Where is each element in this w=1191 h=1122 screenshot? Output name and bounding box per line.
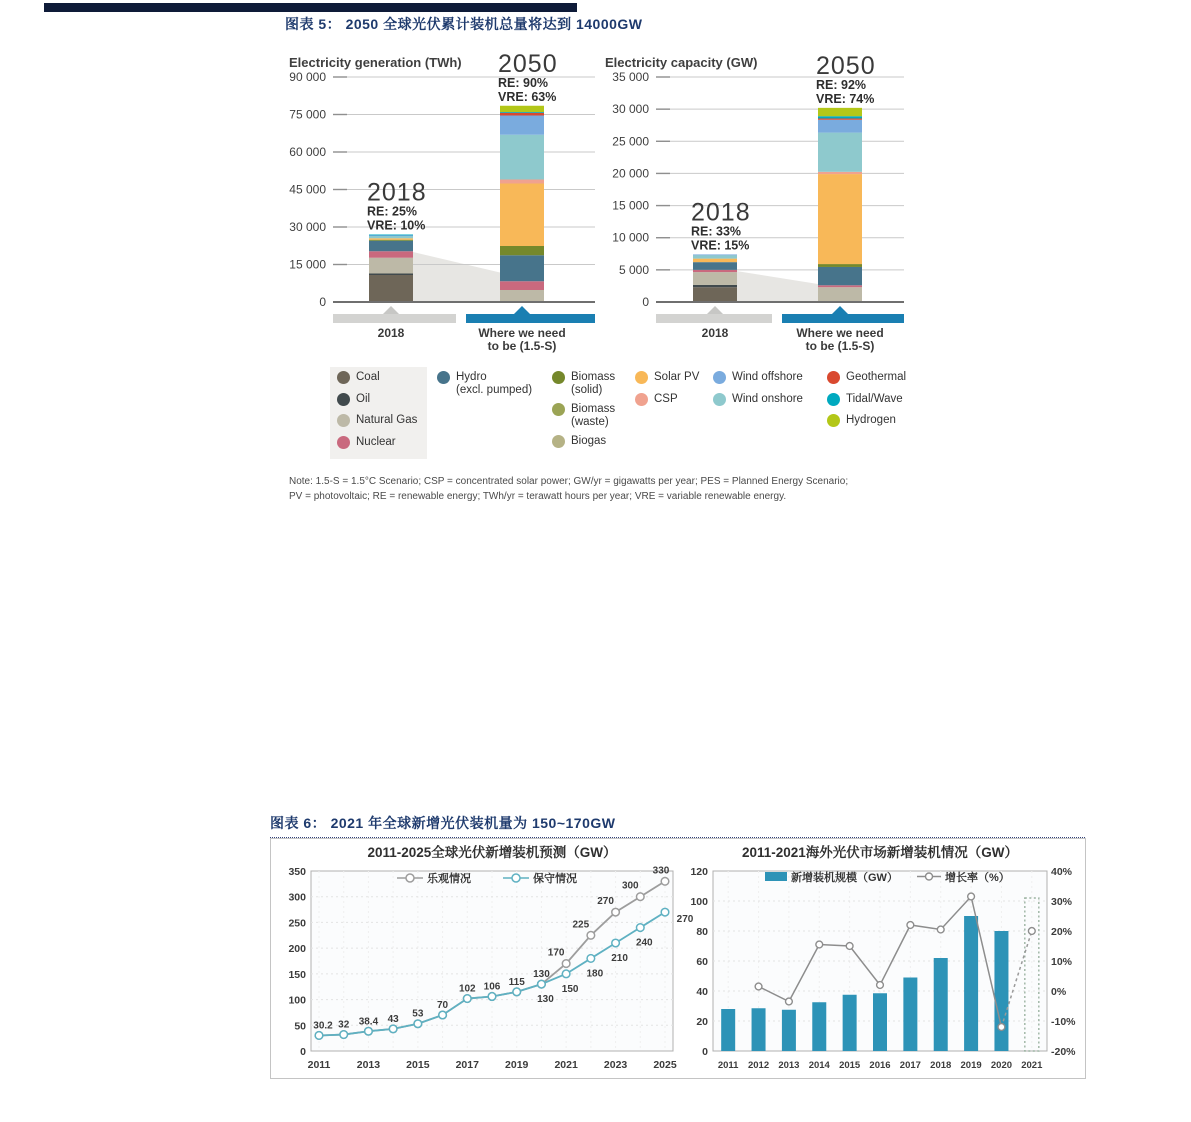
figure5-caption: 图表 5： 2050 全球光伏累计装机总量将达到 14000GW	[285, 14, 910, 39]
legend-swatch-biogas	[552, 435, 565, 448]
legend-swatch-geothermal	[827, 371, 840, 384]
legend-swatch-tidal-wave	[827, 393, 840, 406]
y-tick-label: 75 000	[289, 107, 326, 122]
x-tick-label: 2012	[747, 1060, 770, 1071]
data-point	[968, 893, 975, 900]
data-point	[439, 1011, 447, 1019]
x-tick-label: 2021	[1021, 1060, 1043, 1071]
y-tick-label: 90 000	[289, 70, 326, 84]
axis-bar-2018	[656, 314, 772, 323]
data-point	[937, 926, 944, 933]
category-label: 2018	[701, 326, 729, 340]
data-point	[907, 922, 914, 929]
legend-label: Nuclear	[356, 435, 396, 448]
x-tick-label: 2015	[406, 1059, 430, 1071]
data-label: 210	[611, 953, 628, 964]
y-tick-label: 25 000	[612, 134, 649, 149]
legend-bar-swatch	[765, 872, 787, 881]
data-point	[414, 1020, 422, 1028]
y-tick-label: 250	[288, 917, 306, 930]
stack-segment-wind-offshore	[693, 254, 737, 255]
stack-segment-solar-pv	[818, 174, 862, 264]
chart-title: Electricity capacity (GW)	[605, 55, 758, 70]
stack-segment-solar-pv	[500, 184, 544, 247]
data-point	[538, 980, 546, 988]
data-label: 270	[597, 896, 614, 908]
data-point	[786, 998, 793, 1005]
y2-tick-label: 20%	[1051, 926, 1073, 938]
data-point	[1028, 928, 1035, 935]
chart-title: Electricity generation (TWh)	[289, 55, 462, 70]
axis-bar-target	[782, 314, 904, 323]
bar	[934, 958, 948, 1051]
stack-segment-wind-onshore	[693, 255, 737, 259]
data-point	[661, 877, 669, 885]
data-label: 170	[547, 947, 565, 959]
legend-item	[713, 393, 803, 406]
legend-item	[437, 371, 532, 397]
legend-label: Biogas	[571, 435, 607, 447]
legend-marker	[926, 873, 933, 880]
legend-item	[337, 436, 396, 449]
x-tick-label: 2025	[653, 1059, 677, 1071]
stack-segment-coal	[693, 287, 737, 302]
x-tick-label: 2016	[869, 1060, 891, 1071]
legend-swatch-nuclear	[337, 436, 350, 449]
legend-item	[337, 371, 380, 384]
legend-label: Hydrogen	[846, 414, 896, 426]
legend-item	[552, 403, 615, 429]
stack-segment-nuclear	[818, 285, 862, 287]
data-label: 106	[483, 981, 501, 993]
vre-annotation: VRE: 10%	[367, 218, 426, 233]
data-point	[587, 955, 595, 963]
y-tick-label: 120	[690, 866, 708, 878]
y-tick-label: 15 000	[289, 257, 326, 272]
legend-label: Biomass (waste)	[571, 403, 616, 428]
legend-label: Geothermal	[846, 371, 907, 383]
legend-label: 新增装机规模（GW）	[791, 872, 898, 884]
y-tick-label: 60 000	[289, 145, 326, 159]
data-point	[340, 1031, 348, 1039]
legend-swatch-natural-gas	[337, 414, 350, 427]
y-tick-label: 35 000	[612, 70, 649, 84]
axis-bar-target	[466, 314, 595, 323]
stack-segment-nuclear	[369, 251, 413, 258]
figure5-panel	[285, 37, 910, 508]
figure6-panel	[270, 838, 1086, 1079]
axis-bar-marker	[832, 306, 848, 314]
axis-bar-marker	[707, 306, 723, 314]
y-tick-label: 150	[288, 968, 306, 981]
data-point	[755, 983, 762, 990]
legend-label: Oil	[356, 392, 371, 405]
bar	[903, 978, 917, 1052]
legend-swatch-wind-onshore	[713, 393, 726, 406]
legend-item	[552, 435, 606, 448]
axis-bar-marker	[514, 306, 530, 314]
stack-segment-biomass-solid-	[500, 246, 544, 255]
data-label: 300	[621, 880, 639, 892]
category-label: Where we need	[796, 326, 884, 340]
re-annotation: RE: 90%	[498, 75, 549, 90]
bar	[752, 1008, 766, 1051]
y-tick-label: 300	[288, 891, 306, 904]
data-label: 180	[586, 968, 604, 980]
data-point	[877, 982, 884, 989]
chart-title: 2011-2021海外光伏市场新增装机情况（GW）	[741, 845, 1019, 860]
y2-tick-label: 30%	[1051, 896, 1073, 908]
data-point	[612, 908, 620, 916]
stack-segment-biomass-solid-	[818, 264, 862, 267]
data-label: 30.2	[313, 1020, 333, 1032]
x-tick-label: 2018	[930, 1060, 952, 1071]
year-annotation: 2050	[498, 49, 558, 78]
vre-annotation: VRE: 63%	[498, 89, 557, 104]
legend-label: CSP	[654, 392, 678, 405]
legend-label: Coal	[356, 371, 380, 383]
data-label: 130	[537, 994, 554, 1006]
stack-segment-wind-onshore	[369, 236, 413, 238]
y-tick-label: 0	[319, 295, 326, 309]
data-point	[587, 931, 595, 939]
y-tick-label: 0	[300, 1046, 306, 1058]
y-tick-label: 30 000	[289, 220, 326, 234]
stack-segment-hydro-excl-pumped-	[693, 262, 737, 270]
legend-marker	[512, 874, 520, 882]
data-point	[562, 970, 570, 978]
stack-segment-hydro-excl-pumped-	[818, 267, 862, 285]
data-point	[389, 1025, 397, 1033]
legend-label: Hydro (excl. pumped)	[456, 371, 533, 396]
stack-segment-tidal-wave	[369, 235, 413, 236]
legend-label: 增长率（%）	[945, 872, 1010, 884]
data-label: 270	[676, 914, 694, 926]
legend-swatch-wind-offshore	[713, 371, 726, 384]
stack-segment-solar-pv	[693, 259, 737, 263]
data-label: 115	[508, 976, 525, 988]
data-label: 240	[635, 937, 653, 949]
bar	[964, 916, 978, 1051]
legend-swatch-hydrogen	[827, 414, 840, 427]
data-point	[315, 1032, 323, 1040]
data-label: 70	[437, 1000, 449, 1011]
year-annotation: 2050	[816, 51, 876, 80]
x-tick-label: 2011	[307, 1059, 331, 1071]
legend-swatch-oil	[337, 393, 350, 406]
axis-bar-marker	[383, 306, 399, 314]
y2-tick-label: 0%	[1051, 986, 1067, 998]
stack-segment-csp	[500, 180, 544, 184]
data-label: 102	[458, 983, 476, 995]
legend-label-line2: (waste)	[571, 416, 609, 428]
stack-segment-nuclear	[693, 270, 737, 272]
legend-item	[635, 371, 699, 384]
legend-label: Wind onshore	[732, 392, 803, 405]
category-label: 2018	[377, 326, 405, 340]
category-label: to be (1.5-S)	[805, 339, 875, 353]
re-annotation: RE: 33%	[691, 224, 742, 239]
y-tick-label: 10 000	[612, 230, 649, 245]
overseas-pv-chart	[676, 841, 1085, 1077]
stack-segment-oil	[693, 285, 737, 287]
transition-wedge	[413, 252, 500, 302]
y-tick-label: 40	[696, 986, 708, 998]
figure6-caption: 图表 6： 2021 年全球新增光伏装机量为 150~170GW	[270, 813, 1085, 838]
x-tick-label: 2015	[839, 1060, 861, 1071]
data-label: 225	[572, 919, 590, 931]
legend-swatch-solar-pv	[635, 371, 648, 384]
stack-segment-natural-gas	[500, 290, 544, 302]
bar	[873, 993, 887, 1051]
legend-label-line2: (solid)	[571, 384, 603, 396]
legend-swatch-biomass	[552, 403, 565, 416]
y-tick-label: 20 000	[612, 166, 649, 181]
category-label: Where we need	[478, 326, 566, 340]
x-tick-label: 2020	[990, 1060, 1013, 1071]
y-tick-label: 60	[696, 956, 708, 968]
bar	[843, 995, 857, 1051]
axis-bar-2018	[333, 314, 456, 323]
stack-segment-natural-gas	[369, 258, 413, 274]
vre-annotation: VRE: 74%	[816, 91, 875, 106]
re-annotation: RE: 92%	[816, 77, 867, 92]
note-line-1: Note: 1.5-S = 1.5°C Scenario; CSP = concentrated solar power; GW/yr = gigawatts per year; PES = Planned Energy Scenario;	[289, 476, 849, 487]
data-label: 150	[561, 983, 579, 995]
data-point	[636, 924, 644, 932]
legend-item	[713, 371, 803, 384]
legend-item	[827, 393, 903, 406]
data-point	[463, 995, 471, 1003]
figure5-note	[289, 474, 848, 504]
data-label: 130	[533, 969, 550, 981]
year-annotation: 2018	[691, 198, 751, 227]
data-label: 32	[338, 1019, 350, 1031]
data-point	[562, 960, 570, 968]
y-tick-label: 15 000	[612, 198, 649, 213]
stack-segment-oil	[369, 274, 413, 276]
chart-title: 2011-2025全球光伏新增装机预测（GW）	[367, 845, 617, 860]
y-tick-label: 0	[642, 295, 649, 309]
data-point	[846, 943, 853, 950]
transition-wedge	[737, 271, 818, 302]
data-point	[513, 988, 521, 996]
stack-segment-hydro-excl-pumped-	[500, 255, 544, 281]
data-point	[816, 941, 823, 948]
data-point	[636, 893, 644, 901]
data-point	[661, 908, 669, 916]
x-tick-label: 2019	[960, 1060, 982, 1071]
bar	[721, 1009, 735, 1051]
y-tick-label: 350	[288, 866, 306, 878]
x-tick-label: 2014	[808, 1060, 830, 1071]
legend-item	[337, 414, 417, 427]
legend-label: Tidal/Wave	[846, 392, 903, 405]
legend-item	[337, 393, 370, 406]
stack-segment-hydro-excl-pumped-	[369, 241, 413, 252]
legend-label: Solar PV	[654, 371, 700, 383]
x-tick-label: 2023	[603, 1059, 628, 1071]
y-tick-label: 80	[696, 926, 708, 938]
stack-segment-natural-gas	[693, 272, 737, 285]
x-tick-label: 2017	[899, 1060, 921, 1071]
data-label: 330	[652, 865, 670, 877]
vre-annotation: VRE: 15%	[691, 238, 750, 253]
y-tick-label: 5 000	[618, 262, 649, 277]
legend-item	[827, 414, 896, 427]
header-bar	[44, 3, 577, 12]
y2-tick-label: -10%	[1051, 1016, 1076, 1028]
legend-swatch-hydro	[437, 371, 450, 384]
x-tick-label: 2017	[455, 1059, 479, 1071]
stack-segment-biomass-solid-	[369, 240, 413, 241]
re-annotation: RE: 25%	[367, 204, 418, 219]
legend-label: Biomass (solid)	[571, 371, 616, 396]
note-line-2: PV = photovoltaic; RE = renewable energy; TWh/yr = terawatt hours per year; VRE = variable renewable energy.	[289, 491, 787, 502]
category-label: to be (1.5-S)	[487, 339, 557, 353]
x-tick-label: 2011	[717, 1060, 739, 1071]
data-point	[612, 939, 620, 947]
legend-item	[552, 371, 615, 397]
data-point	[365, 1027, 373, 1035]
data-label: 38.4	[358, 1016, 379, 1028]
legend-label: Wind offshore	[732, 371, 803, 383]
stack-segment-nuclear	[500, 281, 544, 290]
legend-label: 保守情况	[533, 873, 577, 885]
legend-item	[635, 393, 678, 406]
y2-tick-label: -20%	[1051, 1046, 1076, 1058]
y-tick-label: 45 000	[289, 182, 326, 197]
stack-segment-solar-pv	[369, 238, 413, 240]
bar	[782, 1010, 796, 1051]
y-tick-label: 100	[288, 994, 306, 1007]
x-tick-label: 2013	[778, 1060, 800, 1071]
stack-segment-natural-gas	[818, 287, 862, 302]
data-point	[998, 1024, 1005, 1031]
pv-forecast-chart	[273, 841, 694, 1077]
y2-tick-label: 40%	[1051, 866, 1073, 878]
y-tick-label: 50	[294, 1020, 306, 1033]
y-tick-label: 20	[696, 1016, 708, 1028]
bar	[812, 1002, 826, 1051]
x-tick-label: 2021	[554, 1059, 578, 1071]
legend-swatch-coal	[337, 371, 350, 384]
y-tick-label: 200	[288, 943, 306, 956]
legend-label-line2: (excl. pumped)	[456, 384, 533, 396]
legend-item	[827, 371, 906, 384]
bar	[994, 931, 1008, 1051]
y-tick-label: 30 000	[612, 102, 649, 117]
stack-segment-coal	[369, 275, 413, 302]
y2-tick-label: 10%	[1051, 956, 1073, 968]
data-point	[488, 993, 496, 1001]
legend-label: 乐观情况	[427, 873, 471, 885]
legend-marker	[406, 874, 414, 882]
data-label: 53	[412, 1008, 424, 1020]
legend-label: Natural Gas	[356, 414, 418, 426]
legend-swatch-csp	[635, 393, 648, 406]
year-annotation: 2018	[367, 178, 427, 207]
y-tick-label: 100	[690, 896, 708, 908]
y-tick-label: 0	[702, 1046, 708, 1058]
data-label: 43	[387, 1013, 399, 1025]
legend-swatch-biomass	[552, 371, 565, 384]
x-tick-label: 2019	[505, 1059, 529, 1071]
x-tick-label: 2013	[356, 1059, 381, 1071]
